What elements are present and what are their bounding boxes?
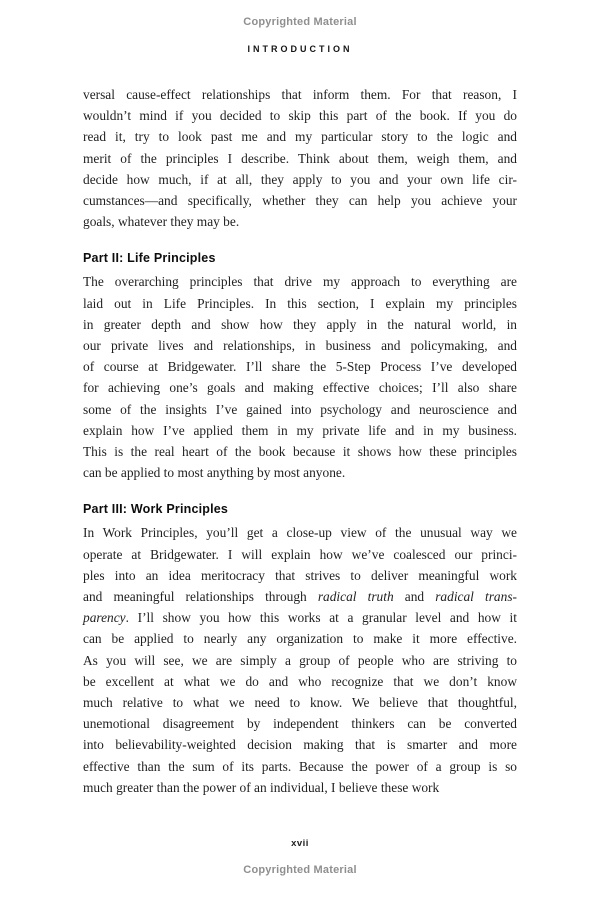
text-line: unemotional disagreement by independent thinkers can be converted [83, 716, 517, 732]
text-line: much greater than the power of an individual, I believe these work [83, 779, 440, 795]
text-line: read it, try to look past me and my particular story to the logic and [83, 129, 517, 145]
running-header: INTRODUCTION [247, 44, 353, 54]
section-heading: Part III: Work Principles [83, 502, 229, 517]
text-line: into believability-weighted decision making that is smarter and more [83, 737, 517, 753]
text-line: The overarching principles that drive my approach to everything are [83, 274, 517, 290]
watermark-bottom: Copyrighted Material [243, 864, 357, 876]
text-line: merit of the principles I describe. Think about them, weigh them, and [83, 150, 517, 166]
text-line: This is the real heart of the book because it shows how these principles [83, 444, 517, 460]
text-line: and meaningful relationships through radical truth and radical trans- [83, 589, 517, 605]
text-line: laid out in Life Principles. In this section, I explain my principles [83, 295, 517, 311]
text-line: In Work Principles, you’ll get a close-up view of the unusual way we [83, 525, 517, 541]
text-line: of course at Bridgewater. I’ll share the 5-Step Process I’ve developed [83, 359, 517, 375]
text-line: can be applied to most anything by most anyone. [83, 465, 346, 481]
text-line: our private lives and relationships, in business and policymaking, and [83, 338, 517, 354]
text-line: in greater depth and show how they apply in the natural world, in [83, 316, 517, 332]
text-line: be excellent at what we do and who recognize that we don’t know [83, 673, 517, 689]
page-body [83, 84, 517, 798]
text-line: much relative to what we need to know. We believe that thoughtful, [83, 695, 517, 711]
text-line: for achieving one’s goals and making effective choices; I’ll also share [83, 380, 517, 396]
paragraph [83, 522, 517, 798]
text-line: versal cause-effect relationships that inform them. For that reason, I [83, 87, 517, 102]
text-line: some of the insights I’ve gained into psychology and neuroscience and [83, 401, 517, 417]
text-line: goals, whatever they may be. [83, 214, 240, 230]
text-line: can be applied to nearly any organization to make it more effective. [83, 631, 517, 647]
section-heading: Part II: Life Principles [83, 251, 216, 266]
text-line: decide how much, if at all, they apply to you and your own life cir- [83, 171, 517, 187]
page-number: xvii [291, 838, 309, 849]
text-line: effective than the sum of its parts. Because the power of a group is so [83, 758, 517, 774]
text-line: operate at Bridgewater. I will explain how we’ve coalesced our princi- [83, 546, 517, 562]
text-line: parency. I’ll show you how this works at a granular level and how it [83, 610, 517, 626]
paragraph [83, 271, 517, 483]
paragraph [83, 84, 517, 232]
text-line: wouldn’t mind if you decided to skip this part of the book. If you do [83, 108, 517, 124]
text-line: As you will see, we are simply a group of people who are striving to [83, 652, 517, 668]
text-line: cumstances—and specifically, whether they can help you achieve your [83, 193, 517, 209]
text-line: ples into an idea meritocracy that strives to deliver meaningful work [83, 567, 517, 583]
text-line: explain how I’ve applied them in my private life and in my business. [83, 422, 517, 438]
watermark-top: Copyrighted Material [243, 16, 357, 28]
